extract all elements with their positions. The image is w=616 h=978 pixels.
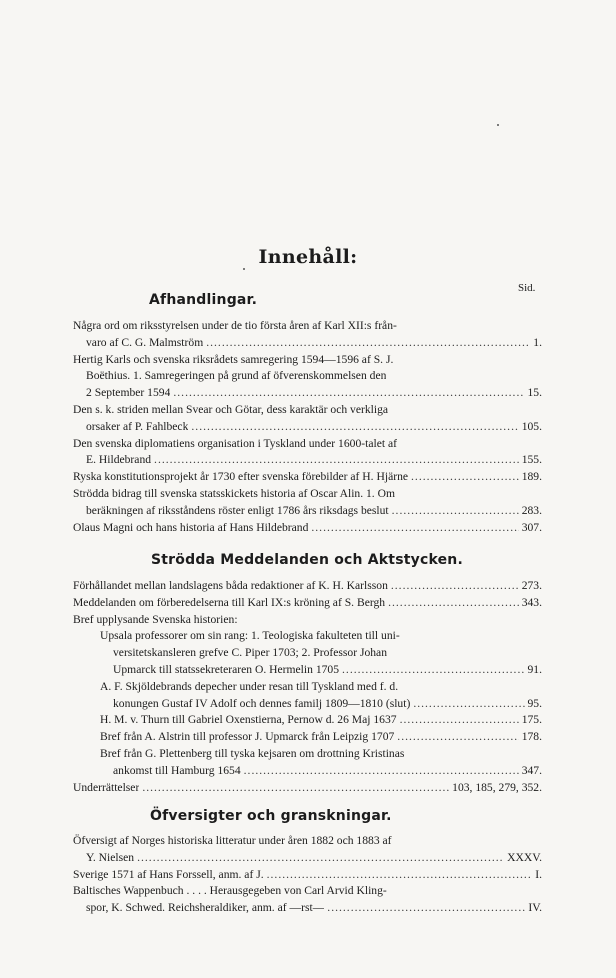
toc-entry[interactable]: Förhållandet mellan landslagens båda redaktioner af K. H. Karlsson ..... 273. [73,578,542,595]
page-column-label: Sid. [518,282,536,294]
page-number: 347. [521,763,542,777]
section-heading-stroedda-meddelanden: Strödda Meddelanden och Aktstycken. [151,552,463,568]
toc-entry[interactable]: Strödda bidrag till svenska statsskickets historia af Oscar Alin. 1. Om beräkningen af riksståndens röster enligt 1786 års riksdags beslut ..... 283. [73,486,542,520]
toc-section-stroedda-meddelanden [73,578,542,796]
toc-section-afhandlingar [73,318,542,536]
leader-dots [173,385,524,402]
page-number: I. [535,867,542,881]
leader-dots [267,867,533,884]
leader-dots [206,335,530,352]
page-number: 283. [521,503,542,517]
toc-entry[interactable]: Ryska konstitutionsprojekt år 1730 efter svenska förebilder af H. Hjärne ..... 189. [73,469,542,486]
leader-dots [137,850,504,867]
toc-subentry[interactable]: Upsala professorer om sin rang: 1. Teologiska fakulteten till uni- versitetskansleren grefve C. Piper 1703; 2. Professor Johan Upmarck till statssekreteraren O. Hermelin 1705 ..... 91. [73,628,542,678]
leader-dots [388,595,519,612]
toc-subentry[interactable]: Bref från A. Alstrin till professor J. Upmarck från Leipzig 1707 ..... 178. [73,729,542,746]
section-heading-afhandlingar: Afhandlingar. [149,292,258,308]
leader-dots [411,469,519,486]
page-number: 1. [533,335,542,349]
page-number: 178. [521,730,542,744]
leader-dots [391,578,519,595]
leader-dots [413,696,524,713]
toc-section-ofversigter [73,833,542,917]
leader-dots [154,452,519,469]
toc-entry[interactable]: Underrättelser ..... 103, 185, 279, 352. [73,780,542,797]
toc-entry[interactable]: Bref upplysande Svenska historien: [73,612,238,626]
toc-entry[interactable]: Den svenska diplomatiens organisation i Tyskland under 1600-talet af E. Hildebrand ..... 155. [73,436,542,470]
page-number: 15. [527,386,542,400]
toc-entry[interactable]: Meddelanden om förberedelserna till Karl IX:s kröning af S. Bergh ..... 343. [73,595,542,612]
leader-dots [191,419,518,436]
page-number: 189. [521,470,542,484]
page-number: 95. [527,696,542,710]
leader-dots [142,780,449,797]
page-number: 105. [521,419,542,433]
leader-dots [327,900,525,917]
toc-entry[interactable]: Sverige 1571 af Hans Forssell, anm. af J. ..... I. [73,867,542,884]
page-number: 273. [521,579,542,592]
toc-entry[interactable]: Olaus Magni och hans historia af Hans Hildebrand ..... 307. [73,520,542,537]
paper-speck [497,124,499,126]
page-number: 91. [527,662,542,676]
page-number: 343. [521,595,542,609]
toc-entry[interactable]: Hertig Karls och svenska riksrådets samregering 1594—1596 af S. J. Boëthius. 1. Samregeringen på grund af öfverenskommelsen den 2 September 1594 ..... 15. [73,352,542,402]
leader-dots [342,662,524,679]
page-number: 103, 185, 279, 352. [452,780,542,794]
paper-speck [243,268,245,270]
toc-entry[interactable]: Öfversigt af Norges historiska litteratur under åren 1882 och 1883 af Y. Nielsen ..... XXXV. [73,833,542,867]
section-heading-ofversigter: Öfversigter och granskningar. [150,808,392,824]
page-number: 155. [521,453,542,467]
leader-dots [400,712,519,729]
leader-dots [397,729,518,746]
toc-subentry[interactable]: Bref från G. Plettenberg till tyska kejsaren om drottning Kristinas ankomst till Hamburg 1654 ..... 347. [73,746,542,780]
toc-subentry[interactable]: A. F. Skjöldebrands depecher under resan till Tyskland med f. d. konungen Gustaf IV Adolf och dennes familj 1809—1810 (slut) ..... 95. [73,679,542,713]
page-number: IV. [528,901,542,915]
toc-entry[interactable]: Den s. k. striden mellan Svear och Götar, dess karaktär och verkliga orsaker af P. Fahlbeck ..... 105. [73,402,542,436]
toc-entry[interactable]: Baltisches Wappenbuch . . . . Herausgegeben von Carl Arvid Kling- spor, K. Schwed. Reichsheraldiker, anm. af —rst— ..... IV. [73,883,542,917]
leader-dots [311,520,518,537]
page-number: 307. [521,520,542,534]
toc-entry[interactable]: Några ord om riksstyrelsen under de tio första åren af Karl XII:s från- varo af C. G. Malmström ..... 1. [73,318,542,352]
toc-subentry[interactable]: H. M. v. Thurn till Gabriel Oxenstierna, Pernow d. 26 Maj 1637 ..... 175. [73,712,542,729]
leader-dots [244,763,519,780]
page-number: XXXV. [507,850,542,864]
leader-dots [392,503,519,520]
page-number: 175. [521,713,542,727]
page-title: Innehåll: [258,246,358,268]
